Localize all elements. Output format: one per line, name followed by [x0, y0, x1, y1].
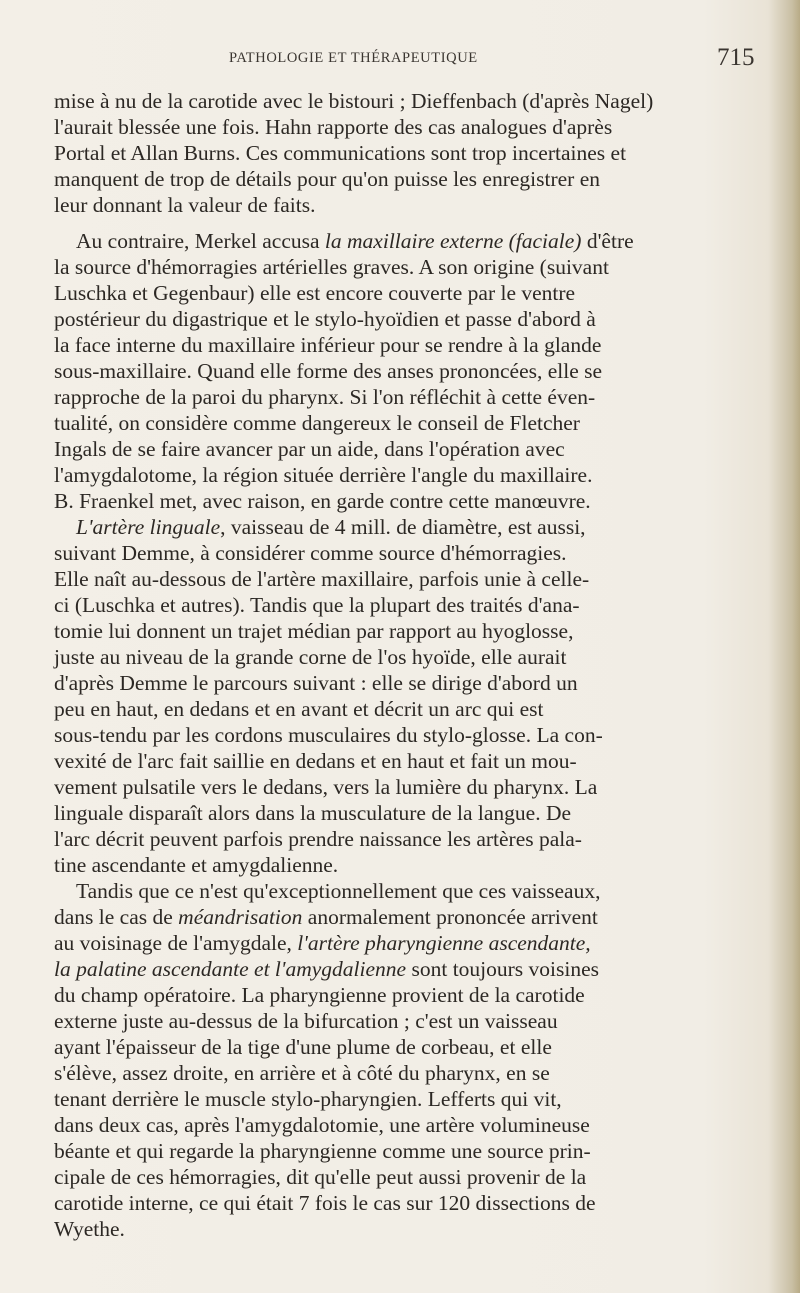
text-line: postérieur du digastrique et le stylo-hyoïdien et passe d'abord à	[54, 307, 596, 331]
text-segment: , vaisseau de 4 mill. de diamètre, est aussi,	[220, 515, 586, 539]
text-line: ayant l'épaisseur de la tige d'une plume de corbeau, et elle	[54, 1035, 552, 1059]
text-line: suivant Demme, à considérer comme source d'hémorragies.	[54, 541, 567, 565]
text-line: Luschka et Gegenbaur) elle est encore couverte par le ventre	[54, 281, 576, 305]
text-line: tomie lui donnent un trajet médian par rapport au hyoglosse,	[54, 619, 574, 643]
italic-term: méandrisation	[178, 905, 303, 929]
text-line: cipale de ces hémorragies, dit qu'elle peut aussi provenir de la	[54, 1165, 587, 1189]
paragraph-1	[54, 88, 744, 218]
text-line: mise à nu de la carotide avec le bistouri ; Dieffenbach (d'après Nagel)	[54, 89, 654, 113]
italic-term: la palatine ascendante et l'amygdalienne	[54, 957, 407, 981]
text-segment: d'être	[581, 229, 634, 253]
text-line: externe juste au-dessus de la bifurcation ; c'est un vaisseau	[54, 1009, 558, 1033]
text-line: leur donnant la valeur de faits.	[54, 193, 316, 217]
paragraph-2	[54, 228, 744, 514]
text-line: la source d'hémorragies artérielles graves. A son origine (suivant	[54, 255, 609, 279]
text-line: tualité, on considère comme dangereux le conseil de Fletcher	[54, 411, 580, 435]
text-line: l'amygdalotome, la région située derrière l'angle du maxillaire.	[54, 463, 593, 487]
text-line: du champ opératoire. La pharyngienne provient de la carotide	[54, 983, 585, 1007]
text-line	[54, 930, 744, 956]
text-line: linguale disparaît alors dans la musculature de la langue. De	[54, 801, 572, 825]
text-line	[54, 228, 744, 254]
text-line: tenant derrière le muscle stylo-pharyngien. Lefferts qui vit,	[54, 1087, 562, 1111]
text-line: Elle naît au-dessous de l'artère maxillaire, parfois unie à celle-	[54, 567, 590, 591]
text-segment: Au contraire, Merkel accusa	[76, 229, 325, 253]
paragraph-3	[54, 514, 744, 878]
text-line: Portal et Allan Burns. Ces communications sont trop incertaines et	[54, 141, 627, 165]
text-line: Wyethe.	[54, 1217, 125, 1241]
text-line: vement pulsatile vers le dedans, vers la lumière du pharynx. La	[54, 775, 598, 799]
text-line: sous-tendu par les cordons musculaires du stylo-glosse. La con-	[54, 723, 603, 747]
italic-term: la maxillaire externe (faciale)	[324, 229, 582, 253]
text-line: dans deux cas, après l'amygdalotomie, une artère volumineuse	[54, 1113, 590, 1137]
text-line: sous-maxillaire. Quand elle forme des anses prononcées, elle se	[54, 359, 603, 383]
text-line: juste au niveau de la grande corne de l'os hyoïde, elle aurait	[54, 645, 567, 669]
text-line: manquent de trop de détails pour qu'on puisse les enregistrer en	[54, 167, 601, 191]
page-number: 715	[717, 44, 755, 71]
text-line: la face interne du maxillaire inférieur pour se rendre à la glande	[54, 333, 602, 357]
text-line: ci (Luschka et autres). Tandis que la plupart des traités d'ana-	[54, 593, 580, 617]
running-title: PATHOLOGIE ET THÉRAPEUTIQUE	[229, 50, 478, 66]
italic-term: l'artère pharyngienne ascendante,	[297, 931, 591, 955]
text-line: rapproche de la paroi du pharynx. Si l'on réfléchit à cette éven-	[54, 385, 596, 409]
text-line: peu en haut, en dedans et en avant et décrit un arc qui est	[54, 697, 544, 721]
text-line: l'arc décrit peuvent parfois prendre naissance les artères pala-	[54, 827, 582, 851]
text-line: l'aurait blessée une fois. Hahn rapporte des cas analogues d'après	[54, 115, 613, 139]
text-line: s'élève, assez droite, en arrière et à côté du pharynx, en se	[54, 1061, 550, 1085]
text-segment: dans le cas de	[54, 905, 179, 929]
text-line: vexité de l'arc fait saillie en dedans et en haut et fait un mou-	[54, 749, 577, 773]
italic-term: L'artère linguale	[76, 515, 221, 539]
text-segment: sont toujours voisines	[406, 957, 600, 981]
text-line: béante et qui regarde la pharyngienne comme une source prin-	[54, 1139, 591, 1163]
text-line	[54, 904, 744, 930]
text-line: B. Fraenkel met, avec raison, en garde contre cette manœuvre.	[54, 489, 591, 513]
text-line: Tandis que ce n'est qu'exceptionnellement que ces vaisseaux,	[76, 879, 601, 903]
text-line: carotide interne, ce qui était 7 fois le cas sur 120 dissections de	[54, 1191, 596, 1215]
text-line: d'après Demme le parcours suivant : elle se dirige d'abord un	[54, 671, 578, 695]
text-line: Ingals de se faire avancer par un aide, dans l'opération avec	[54, 437, 565, 461]
paragraph-4	[54, 878, 744, 1242]
page-header	[0, 44, 800, 76]
body-text	[54, 88, 744, 1242]
text-line	[54, 514, 744, 540]
text-line: tine ascendante et amygdalienne.	[54, 853, 339, 877]
text-line	[54, 956, 744, 982]
text-segment: au voisinage de l'amygdale,	[54, 931, 298, 955]
text-segment: anormalement prononcée arrivent	[302, 905, 598, 929]
